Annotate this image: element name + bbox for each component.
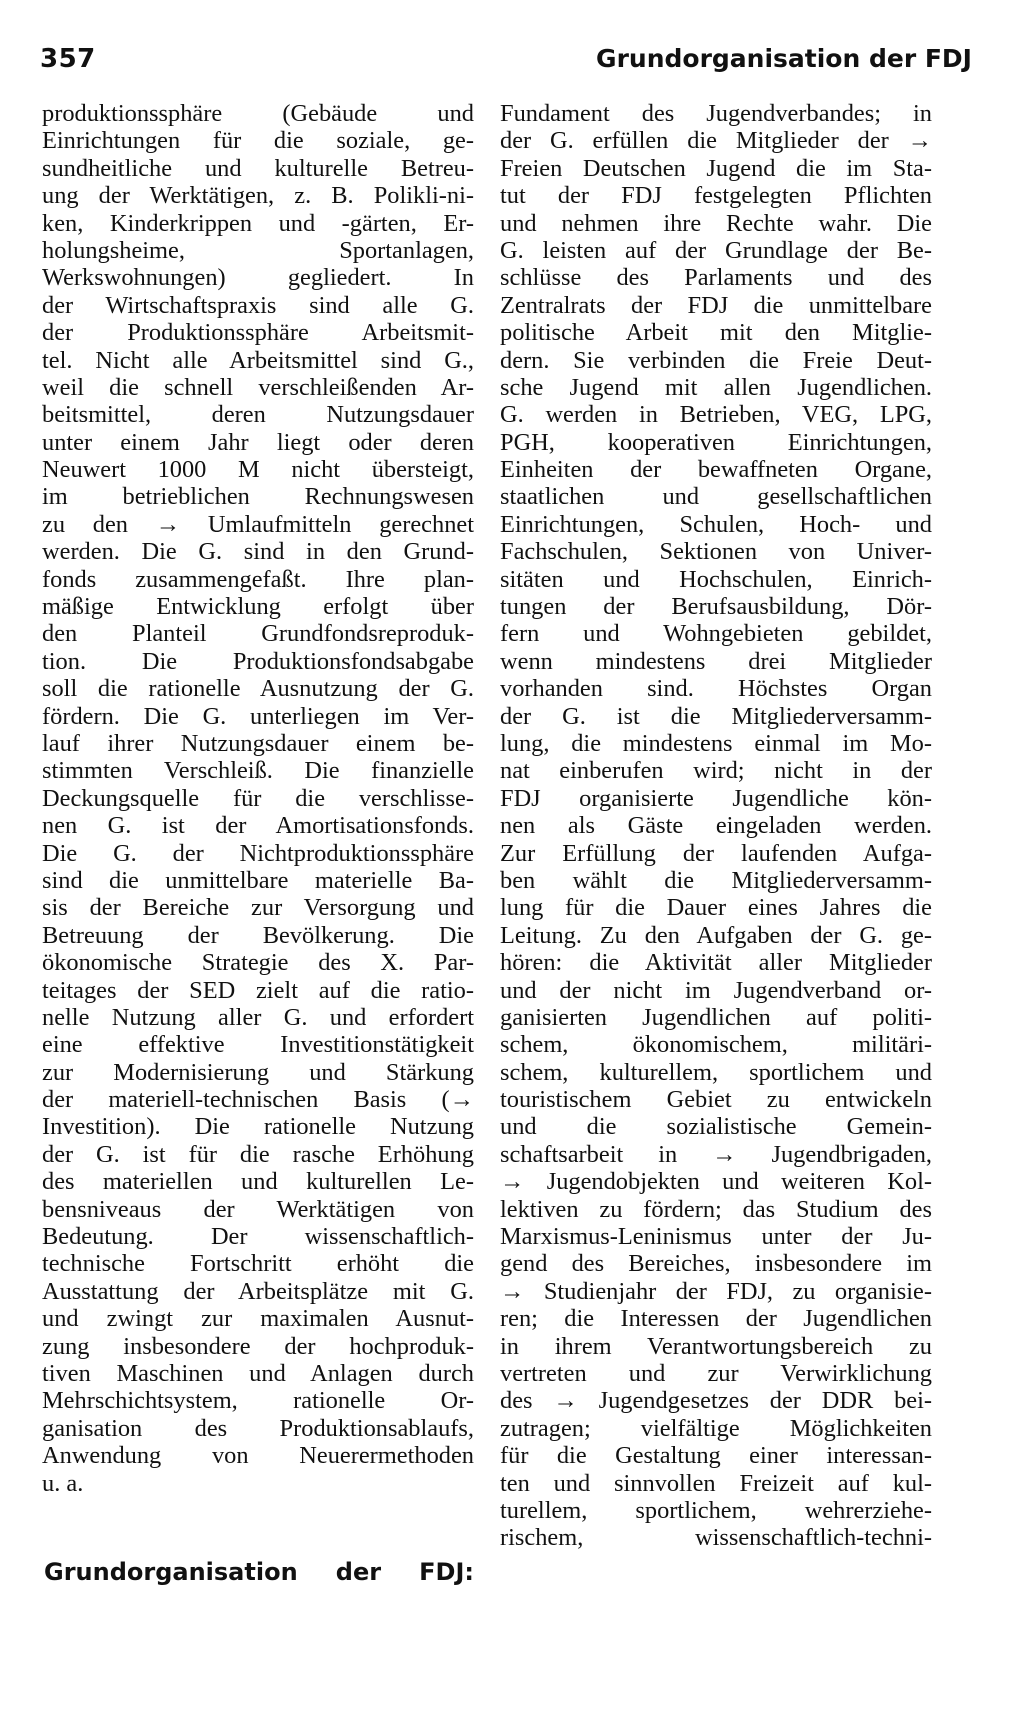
text-line: Anwendung von Neuerermethoden xyxy=(42,1442,474,1470)
text-line: zu den → Umlaufmitteln gerechnet xyxy=(42,510,474,538)
text-line: Fachschulen, Sektionen von Univer- xyxy=(500,538,932,566)
text-line: fördern. Die G. unterliegen im Ver- xyxy=(42,702,474,730)
text-line: Leitung. Zu den Aufgaben der G. ge- xyxy=(500,921,932,949)
text-line: wenn mindestens drei Mitglieder xyxy=(500,647,932,675)
text-line: in ihrem Verantwortungsbereich zu xyxy=(500,1332,932,1360)
text-line: schem, kulturellem, sportlichem und xyxy=(500,1058,932,1086)
text-line: politische Arbeit mit den Mitglie- xyxy=(500,319,932,347)
text-line: G. leisten auf der Grundlage der Be- xyxy=(500,236,932,264)
text-line: für die Gestaltung einer interessan- xyxy=(500,1442,932,1470)
text-line: ren; die Interessen der Jugendlichen xyxy=(500,1305,932,1333)
text-line: technische Fortschritt erhöht die xyxy=(42,1250,474,1278)
text-line: lektiven zu fördern; das Studium des xyxy=(500,1195,932,1223)
text-line: Mehrschichtsystem, rationelle Or- xyxy=(42,1387,474,1415)
text-line: tiven Maschinen und Anlagen durch xyxy=(42,1359,474,1387)
text-line: turellem, sportlichem, wehrerziehe- xyxy=(500,1496,932,1524)
text-line: staatlichen und gesellschaftlichen xyxy=(500,483,932,511)
text-line: und nehmen ihre Rechte wahr. Die xyxy=(500,209,932,237)
text-line: tungen der Berufsausbildung, Dör- xyxy=(500,593,932,621)
text-line: tion. Die Produktionsfondsabgabe xyxy=(42,647,474,675)
text-line: mäßige Entwicklung erfolgt über xyxy=(42,593,474,621)
text-line: der Produktionssphäre Arbeitsmit- xyxy=(42,319,474,347)
text-line: u. a. xyxy=(42,1469,84,1497)
entry-heading: Grundorganisation der FDJ: xyxy=(44,1558,474,1586)
text-line: vorhanden sind. Höchstes Organ xyxy=(500,675,932,703)
text-line: ten und sinnvollen Freizeit auf kul- xyxy=(500,1469,932,1497)
text-line: schem, ökonomischem, militäri- xyxy=(500,1031,932,1059)
text-line: Zentralrats der FDJ die unmittelbare xyxy=(500,291,932,319)
text-line: Freien Deutschen Jugend die im Sta- xyxy=(500,154,932,182)
text-line: sis der Bereiche zur Versorgung und xyxy=(42,894,474,922)
text-line: weil die schnell verschleißenden Ar- xyxy=(42,373,474,401)
text-line: Werkswohnungen) gegliedert. In xyxy=(42,264,474,292)
text-line: und zwingt zur maximalen Ausnut- xyxy=(42,1305,474,1333)
text-line: des → Jugendgesetzes der DDR bei- xyxy=(500,1387,932,1415)
text-line: holungsheime, Sportanlagen, xyxy=(42,236,474,264)
text-line: Betreuung der Bevölkerung. Die xyxy=(42,921,474,949)
text-line: im betrieblichen Rechnungswesen xyxy=(42,483,474,511)
text-line: G. werden in Betrieben, VEG, LPG, xyxy=(500,401,932,429)
text-line: lung für die Dauer eines Jahres die xyxy=(500,894,932,922)
text-line: Zur Erfüllung der laufenden Aufga- xyxy=(500,839,932,867)
text-line: der G. ist die Mitgliederversamm- xyxy=(500,702,932,730)
text-line: der Wirtschaftspraxis sind alle G. xyxy=(42,291,474,319)
text-line: ökonomische Strategie des X. Par- xyxy=(42,949,474,977)
text-line: gend des Bereiches, insbesondere im xyxy=(500,1250,932,1278)
text-line: → Jugendobjekten und weiteren Kol- xyxy=(500,1168,932,1196)
text-line: touristischem Gebiet zu entwickeln xyxy=(500,1086,932,1114)
text-line: → Studienjahr der FDJ, zu organisie- xyxy=(500,1277,932,1305)
text-line: zung insbesondere der hochproduk- xyxy=(42,1332,474,1360)
text-line: FDJ organisierte Jugendliche kön- xyxy=(500,784,932,812)
text-line: Ausstattung der Arbeitsplätze mit G. xyxy=(42,1277,474,1305)
text-line: nat einberufen wird; nicht in der xyxy=(500,757,932,785)
left-column xyxy=(42,100,474,1497)
text-line: sind die unmittelbare materielle Ba- xyxy=(42,866,474,894)
text-line: tel. Nicht alle Arbeitsmittel sind G., xyxy=(42,346,474,374)
right-column xyxy=(500,100,932,1552)
text-line: schlüsse des Parlaments und des xyxy=(500,264,932,292)
text-line: zutragen; vielfältige Möglichkeiten xyxy=(500,1414,932,1442)
text-line: nen als Gäste eingeladen werden. xyxy=(500,812,932,840)
text-line: ganisierten Jugendlichen auf politi- xyxy=(500,1003,932,1031)
text-line: soll die rationelle Ausnutzung der G. xyxy=(42,675,474,703)
text-line: sundheitliche und kulturelle Betreu- xyxy=(42,154,474,182)
text-line: lung, die mindestens einmal im Mo- xyxy=(500,729,932,757)
text-line: hören: die Aktivität aller Mitglieder xyxy=(500,949,932,977)
text-line: fern und Wohngebieten gebildet, xyxy=(500,620,932,648)
text-line: ganisation des Produktionsablaufs, xyxy=(42,1414,474,1442)
text-line: Die G. der Nichtproduktionssphäre xyxy=(42,839,474,867)
text-line: sitäten und Hochschulen, Einrich- xyxy=(500,565,932,593)
text-line: der G. ist für die rasche Erhöhung xyxy=(42,1140,474,1168)
text-line: stimmten Verschleiß. Die finanzielle xyxy=(42,757,474,785)
text-line: Fundament des Jugendverbandes; in xyxy=(500,100,932,127)
text-line: ken, Kinderkrippen und -gärten, Er- xyxy=(42,209,474,237)
text-line: tut der FDJ festgelegten Pflichten xyxy=(500,182,932,210)
text-line: ung der Werktätigen, z. B. Polikli-ni- xyxy=(42,182,474,210)
text-line: vertreten und zur Verwirklichung xyxy=(500,1359,932,1387)
text-line: eine effektive Investitionstätigkeit xyxy=(42,1031,474,1059)
text-line: schaftsarbeit in → Jugendbrigaden, xyxy=(500,1140,932,1168)
text-line: Einrichtungen, Schulen, Hoch- und xyxy=(500,510,932,538)
text-line: Investition). Die rationelle Nutzung xyxy=(42,1113,474,1141)
text-line: den Planteil Grundfondsreproduk- xyxy=(42,620,474,648)
text-line: sche Jugend mit allen Jugendlichen. xyxy=(500,373,932,401)
text-line: fonds zusammengefaßt. Ihre plan- xyxy=(42,565,474,593)
text-line: bensniveaus der Werktätigen von xyxy=(42,1195,474,1223)
text-line: Einheiten der bewaffneten Organe, xyxy=(500,456,932,484)
text-line: beitsmittel, deren Nutzungsdauer xyxy=(42,401,474,429)
text-line: Einrichtungen für die soziale, ge- xyxy=(42,127,474,155)
text-line: Neuwert 1000 M nicht übersteigt, xyxy=(42,456,474,484)
text-line: ben wählt die Mitgliederversamm- xyxy=(500,866,932,894)
text-line: PGH, kooperativen Einrichtungen, xyxy=(500,428,932,456)
text-line: und der nicht im Jugendverband or- xyxy=(500,976,932,1004)
text-line: nelle Nutzung aller G. und erfordert xyxy=(42,1003,474,1031)
text-line: lauf ihrer Nutzungsdauer einem be- xyxy=(42,729,474,757)
text-line: zur Modernisierung und Stärkung xyxy=(42,1058,474,1086)
text-line: rischem, wissenschaftlich-techni- xyxy=(500,1524,932,1552)
text-line: der materiell-technischen Basis (→ xyxy=(42,1086,474,1114)
text-line: teitages der SED zielt auf die ratio- xyxy=(42,976,474,1004)
text-line: unter einem Jahr liegt oder deren xyxy=(42,428,474,456)
text-line: und die sozialistische Gemein- xyxy=(500,1113,932,1141)
running-head: Grundorganisation der FDJ xyxy=(596,44,972,73)
text-line: Deckungsquelle für die verschlisse- xyxy=(42,784,474,812)
text-line: der G. erfüllen die Mitglieder der → xyxy=(500,127,932,155)
text-line: werden. Die G. sind in den Grund- xyxy=(42,538,474,566)
text-line: dern. Sie verbinden die Freie Deut- xyxy=(500,346,932,374)
text-line: Marxismus-Leninismus unter der Ju- xyxy=(500,1223,932,1251)
page-number: 357 xyxy=(40,44,96,74)
text-line: des materiellen und kulturellen Le- xyxy=(42,1168,474,1196)
text-line: nen G. ist der Amortisationsfonds. xyxy=(42,812,474,840)
text-line: produktionssphäre (Gebäude und xyxy=(42,100,474,127)
text-line: Bedeutung. Der wissenschaftlich- xyxy=(42,1223,474,1251)
